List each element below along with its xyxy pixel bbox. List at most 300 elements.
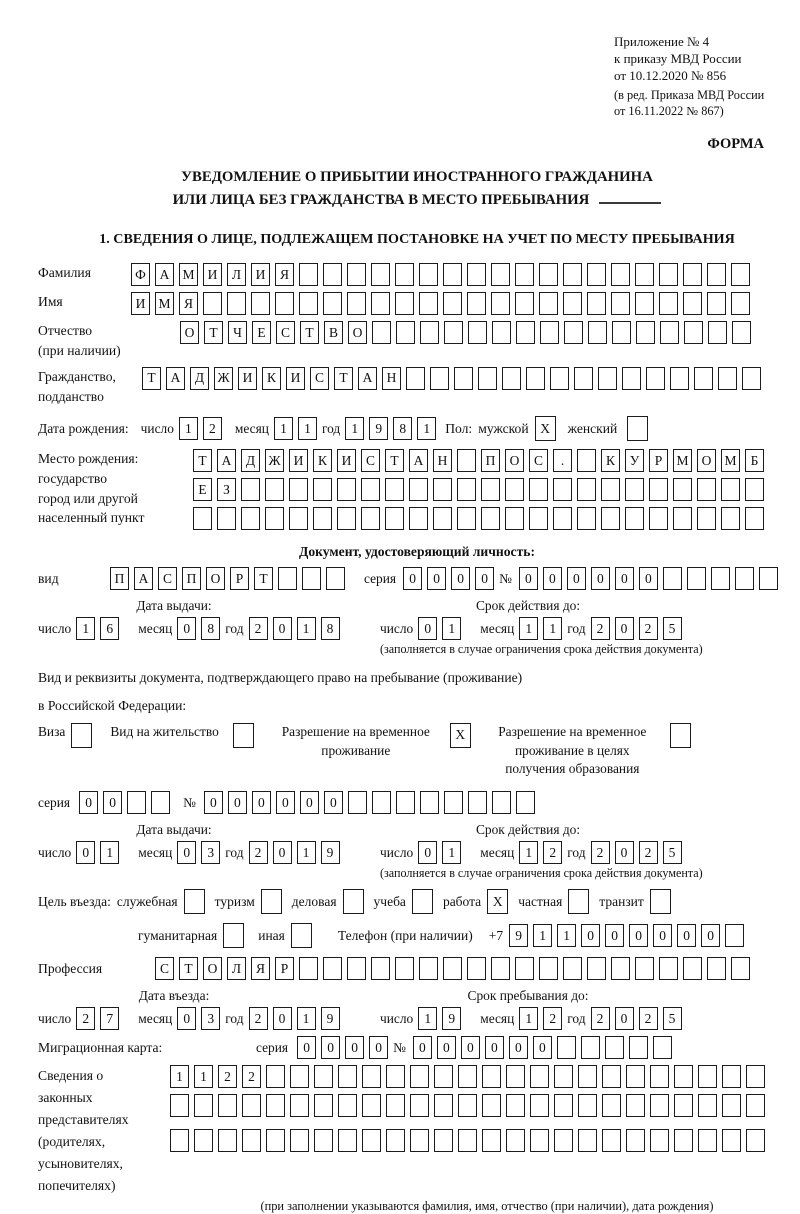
char-cell[interactable] [454,367,473,390]
char-cell[interactable] [602,1129,621,1152]
char-cell[interactable]: 1 [519,1007,538,1030]
char-cell[interactable] [347,263,366,286]
char-cell[interactable] [745,507,764,530]
char-cell[interactable] [516,791,535,814]
char-cell[interactable]: 2 [76,1007,95,1030]
char-cell[interactable] [361,507,380,530]
char-cell[interactable] [290,1094,309,1117]
char-cell[interactable] [467,263,486,286]
char-cell[interactable]: П [182,567,201,590]
char-cell[interactable]: 2 [591,841,610,864]
char-cell[interactable]: Н [382,367,401,390]
char-cell[interactable] [434,1065,453,1088]
char-cell[interactable] [626,1129,645,1152]
char-cell[interactable] [299,292,318,315]
char-cell[interactable] [550,367,569,390]
residence-permit-checkbox[interactable] [233,723,254,748]
char-cell[interactable] [602,1094,621,1117]
char-cell[interactable]: 0 [605,924,624,947]
char-cell[interactable] [707,263,726,286]
char-cell[interactable] [457,507,476,530]
char-cell[interactable]: 0 [76,841,95,864]
purpose-humanitarian-checkbox[interactable] [223,923,244,948]
char-cell[interactable] [722,1094,741,1117]
char-cell[interactable]: О [206,567,225,590]
char-cell[interactable]: П [110,567,129,590]
char-cell[interactable] [659,957,678,980]
char-cell[interactable]: Т [385,449,404,472]
char-cell[interactable]: 0 [615,617,634,640]
char-cell[interactable]: Д [241,449,260,472]
char-cell[interactable] [539,263,558,286]
char-cell[interactable] [395,957,414,980]
char-cell[interactable] [554,1094,573,1117]
char-cell[interactable] [683,263,702,286]
char-cell[interactable]: 0 [273,617,292,640]
char-cell[interactable] [289,507,308,530]
char-cell[interactable] [458,1094,477,1117]
char-cell[interactable] [266,1094,285,1117]
char-cell[interactable]: П [481,449,500,472]
char-cell[interactable] [386,1129,405,1152]
char-cell[interactable]: И [238,367,257,390]
char-cell[interactable]: 9 [321,841,340,864]
char-cell[interactable] [505,478,524,501]
char-cell[interactable]: 0 [413,1036,432,1059]
visa-checkbox[interactable] [71,723,92,748]
char-cell[interactable]: 1 [533,924,552,947]
char-cell[interactable]: 1 [179,417,198,440]
char-cell[interactable]: К [601,449,620,472]
char-cell[interactable] [385,478,404,501]
char-cell[interactable] [601,478,620,501]
char-cell[interactable] [722,1065,741,1088]
char-cell[interactable]: Т [179,957,198,980]
char-cell[interactable] [564,321,583,344]
char-cell[interactable]: 0 [701,924,720,947]
char-cell[interactable] [266,1129,285,1152]
char-cell[interactable] [611,957,630,980]
char-cell[interactable] [347,292,366,315]
char-cell[interactable] [467,957,486,980]
char-cell[interactable]: 2 [218,1065,237,1088]
char-cell[interactable]: К [262,367,281,390]
char-cell[interactable]: 9 [369,417,388,440]
char-cell[interactable] [151,791,170,814]
char-cell[interactable]: 1 [170,1065,189,1088]
char-cell[interactable] [326,567,345,590]
char-cell[interactable] [578,1129,597,1152]
char-cell[interactable]: 0 [615,841,634,864]
char-cell[interactable] [410,1094,429,1117]
char-cell[interactable]: С [310,367,329,390]
char-cell[interactable]: Л [227,957,246,980]
char-cell[interactable] [530,1129,549,1152]
char-cell[interactable] [337,478,356,501]
char-cell[interactable]: 0 [324,791,343,814]
char-cell[interactable] [434,1129,453,1152]
char-cell[interactable] [419,292,438,315]
char-cell[interactable] [683,292,702,315]
char-cell[interactable]: М [673,449,692,472]
char-cell[interactable] [629,1036,648,1059]
char-cell[interactable] [362,1065,381,1088]
char-cell[interactable]: С [361,449,380,472]
char-cell[interactable] [396,791,415,814]
char-cell[interactable]: У [625,449,644,472]
char-cell[interactable]: Л [227,263,246,286]
char-cell[interactable] [241,507,260,530]
char-cell[interactable]: 0 [629,924,648,947]
char-cell[interactable] [721,478,740,501]
char-cell[interactable] [646,367,665,390]
char-cell[interactable] [529,478,548,501]
char-cell[interactable]: 2 [249,841,268,864]
char-cell[interactable] [433,507,452,530]
char-cell[interactable]: 0 [615,1007,634,1030]
sex-male-checkbox[interactable]: X [535,416,556,441]
char-cell[interactable] [659,263,678,286]
char-cell[interactable] [598,367,617,390]
char-cell[interactable]: А [217,449,236,472]
char-cell[interactable]: 1 [543,617,562,640]
char-cell[interactable]: 0 [485,1036,504,1059]
char-cell[interactable]: О [697,449,716,472]
char-cell[interactable] [371,957,390,980]
char-cell[interactable] [242,1094,261,1117]
char-cell[interactable] [242,1129,261,1152]
purpose-business-checkbox[interactable] [343,889,364,914]
char-cell[interactable] [707,957,726,980]
char-cell[interactable]: Ж [214,367,233,390]
char-cell[interactable]: 0 [639,567,658,590]
char-cell[interactable]: 0 [321,1036,340,1059]
char-cell[interactable] [491,957,510,980]
temp-residence-checkbox[interactable]: X [450,723,471,748]
char-cell[interactable] [636,321,655,344]
char-cell[interactable]: 2 [639,617,658,640]
char-cell[interactable]: К [313,449,332,472]
char-cell[interactable] [698,1129,717,1152]
char-cell[interactable] [290,1129,309,1152]
char-cell[interactable] [515,957,534,980]
char-cell[interactable] [612,321,631,344]
char-cell[interactable] [127,791,146,814]
char-cell[interactable] [457,478,476,501]
char-cell[interactable] [697,478,716,501]
char-cell[interactable] [515,292,534,315]
char-cell[interactable] [529,507,548,530]
char-cell[interactable] [409,478,428,501]
char-cell[interactable] [410,1129,429,1152]
char-cell[interactable] [467,292,486,315]
char-cell[interactable]: 2 [639,841,658,864]
char-cell[interactable]: 7 [100,1007,119,1030]
char-cell[interactable]: 0 [519,567,538,590]
char-cell[interactable] [457,449,476,472]
purpose-official-checkbox[interactable] [184,889,205,914]
char-cell[interactable] [539,957,558,980]
char-cell[interactable] [506,1094,525,1117]
char-cell[interactable] [516,321,535,344]
char-cell[interactable]: 2 [591,617,610,640]
char-cell[interactable]: 2 [543,841,562,864]
char-cell[interactable] [443,957,462,980]
char-cell[interactable]: 9 [509,924,528,947]
char-cell[interactable] [217,507,236,530]
char-cell[interactable]: Б [745,449,764,472]
char-cell[interactable]: Р [275,957,294,980]
char-cell[interactable] [553,507,572,530]
char-cell[interactable]: О [203,957,222,980]
char-cell[interactable]: Е [193,478,212,501]
char-cell[interactable] [581,1036,600,1059]
char-cell[interactable] [420,791,439,814]
char-cell[interactable]: 0 [103,791,122,814]
char-cell[interactable] [539,292,558,315]
char-cell[interactable] [694,367,713,390]
char-cell[interactable] [530,1094,549,1117]
char-cell[interactable] [611,263,630,286]
char-cell[interactable] [697,507,716,530]
char-cell[interactable] [492,321,511,344]
char-cell[interactable] [395,263,414,286]
char-cell[interactable] [731,263,750,286]
char-cell[interactable] [721,507,740,530]
char-cell[interactable]: М [179,263,198,286]
char-cell[interactable] [674,1065,693,1088]
char-cell[interactable]: А [358,367,377,390]
char-cell[interactable]: 0 [276,791,295,814]
char-cell[interactable]: 0 [418,617,437,640]
char-cell[interactable] [468,791,487,814]
char-cell[interactable] [718,367,737,390]
char-cell[interactable]: Я [275,263,294,286]
char-cell[interactable]: И [337,449,356,472]
char-cell[interactable]: Р [230,567,249,590]
char-cell[interactable] [674,1094,693,1117]
char-cell[interactable]: 0 [418,841,437,864]
char-cell[interactable]: 1 [100,841,119,864]
purpose-transit-checkbox[interactable] [650,889,671,914]
char-cell[interactable]: 1 [345,417,364,440]
char-cell[interactable] [481,478,500,501]
char-cell[interactable] [502,367,521,390]
char-cell[interactable] [601,507,620,530]
char-cell[interactable] [687,567,706,590]
char-cell[interactable] [299,957,318,980]
char-cell[interactable] [290,1065,309,1088]
char-cell[interactable] [563,957,582,980]
char-cell[interactable] [731,957,750,980]
char-cell[interactable] [482,1094,501,1117]
char-cell[interactable]: 1 [194,1065,213,1088]
char-cell[interactable]: С [155,957,174,980]
char-cell[interactable]: 0 [615,567,634,590]
char-cell[interactable] [337,507,356,530]
char-cell[interactable]: 1 [519,617,538,640]
char-cell[interactable] [372,791,391,814]
char-cell[interactable]: 2 [242,1065,261,1088]
char-cell[interactable] [170,1094,189,1117]
char-cell[interactable]: Е [252,321,271,344]
char-cell[interactable] [683,957,702,980]
char-cell[interactable]: 1 [418,1007,437,1030]
char-cell[interactable] [482,1065,501,1088]
char-cell[interactable] [299,263,318,286]
char-cell[interactable] [563,292,582,315]
char-cell[interactable]: 1 [297,1007,316,1030]
char-cell[interactable]: 0 [591,567,610,590]
char-cell[interactable] [409,507,428,530]
char-cell[interactable] [323,263,342,286]
char-cell[interactable] [722,1129,741,1152]
char-cell[interactable]: Т [142,367,161,390]
sex-female-checkbox[interactable] [627,416,648,441]
char-cell[interactable] [588,321,607,344]
char-cell[interactable]: 9 [321,1007,340,1030]
char-cell[interactable] [746,1065,765,1088]
char-cell[interactable] [611,292,630,315]
char-cell[interactable]: 1 [557,924,576,947]
char-cell[interactable] [430,367,449,390]
char-cell[interactable] [227,292,246,315]
char-cell[interactable] [731,292,750,315]
char-cell[interactable] [265,507,284,530]
char-cell[interactable] [194,1129,213,1152]
char-cell[interactable] [650,1065,669,1088]
char-cell[interactable] [266,1065,285,1088]
char-cell[interactable] [698,1065,717,1088]
char-cell[interactable]: 3 [201,1007,220,1030]
char-cell[interactable]: 0 [653,924,672,947]
char-cell[interactable]: 1 [442,841,461,864]
char-cell[interactable] [371,292,390,315]
char-cell[interactable]: Т [204,321,223,344]
char-cell[interactable] [419,957,438,980]
char-cell[interactable] [506,1065,525,1088]
char-cell[interactable] [170,1129,189,1152]
char-cell[interactable] [649,478,668,501]
char-cell[interactable]: 2 [249,1007,268,1030]
char-cell[interactable]: 0 [403,567,422,590]
char-cell[interactable] [635,263,654,286]
char-cell[interactable] [663,567,682,590]
char-cell[interactable] [478,367,497,390]
char-cell[interactable] [492,791,511,814]
char-cell[interactable]: 0 [369,1036,388,1059]
char-cell[interactable] [338,1065,357,1088]
char-cell[interactable] [698,1094,717,1117]
char-cell[interactable]: И [289,449,308,472]
char-cell[interactable]: 0 [273,841,292,864]
char-cell[interactable]: Т [334,367,353,390]
char-cell[interactable] [602,1065,621,1088]
char-cell[interactable]: А [155,263,174,286]
char-cell[interactable] [505,507,524,530]
char-cell[interactable]: О [505,449,524,472]
char-cell[interactable]: 1 [274,417,293,440]
char-cell[interactable]: С [158,567,177,590]
char-cell[interactable] [338,1094,357,1117]
char-cell[interactable] [557,1036,576,1059]
char-cell[interactable] [515,263,534,286]
char-cell[interactable] [406,367,425,390]
char-cell[interactable]: 2 [203,417,222,440]
temp-residence-education-checkbox[interactable] [670,723,691,748]
char-cell[interactable] [745,478,764,501]
char-cell[interactable] [635,957,654,980]
char-cell[interactable] [218,1094,237,1117]
char-cell[interactable]: 0 [543,567,562,590]
char-cell[interactable] [626,1065,645,1088]
char-cell[interactable]: А [409,449,428,472]
char-cell[interactable]: 0 [177,841,196,864]
char-cell[interactable]: А [134,567,153,590]
char-cell[interactable]: А [166,367,185,390]
char-cell[interactable] [578,1094,597,1117]
char-cell[interactable]: Ж [265,449,284,472]
char-cell[interactable] [361,478,380,501]
char-cell[interactable]: 0 [581,924,600,947]
char-cell[interactable] [649,507,668,530]
purpose-other-checkbox[interactable] [291,923,312,948]
char-cell[interactable]: 2 [591,1007,610,1030]
char-cell[interactable] [251,292,270,315]
char-cell[interactable]: Ф [131,263,150,286]
char-cell[interactable] [574,367,593,390]
char-cell[interactable] [371,263,390,286]
char-cell[interactable]: 0 [273,1007,292,1030]
char-cell[interactable] [659,292,678,315]
char-cell[interactable] [313,478,332,501]
char-cell[interactable] [670,367,689,390]
char-cell[interactable] [362,1129,381,1152]
char-cell[interactable]: 0 [345,1036,364,1059]
char-cell[interactable]: С [529,449,548,472]
char-cell[interactable] [622,367,641,390]
char-cell[interactable]: Т [193,449,212,472]
char-cell[interactable]: 5 [663,1007,682,1030]
char-cell[interactable]: 9 [442,1007,461,1030]
char-cell[interactable] [530,1065,549,1088]
char-cell[interactable] [482,1129,501,1152]
char-cell[interactable] [578,1065,597,1088]
char-cell[interactable]: 0 [177,1007,196,1030]
char-cell[interactable]: 0 [677,924,696,947]
char-cell[interactable] [707,292,726,315]
char-cell[interactable] [626,1094,645,1117]
char-cell[interactable]: И [131,292,150,315]
purpose-study-checkbox[interactable] [412,889,433,914]
char-cell[interactable] [491,263,510,286]
char-cell[interactable] [759,567,778,590]
char-cell[interactable] [241,478,260,501]
char-cell[interactable] [735,567,754,590]
char-cell[interactable] [481,507,500,530]
char-cell[interactable] [203,292,222,315]
char-cell[interactable] [711,567,730,590]
char-cell[interactable] [684,321,703,344]
char-cell[interactable] [419,263,438,286]
char-cell[interactable] [385,507,404,530]
char-cell[interactable] [314,1065,333,1088]
char-cell[interactable] [653,1036,672,1059]
purpose-work-checkbox[interactable]: X [487,889,508,914]
char-cell[interactable] [553,478,572,501]
char-cell[interactable]: 0 [297,1036,316,1059]
char-cell[interactable] [625,507,644,530]
